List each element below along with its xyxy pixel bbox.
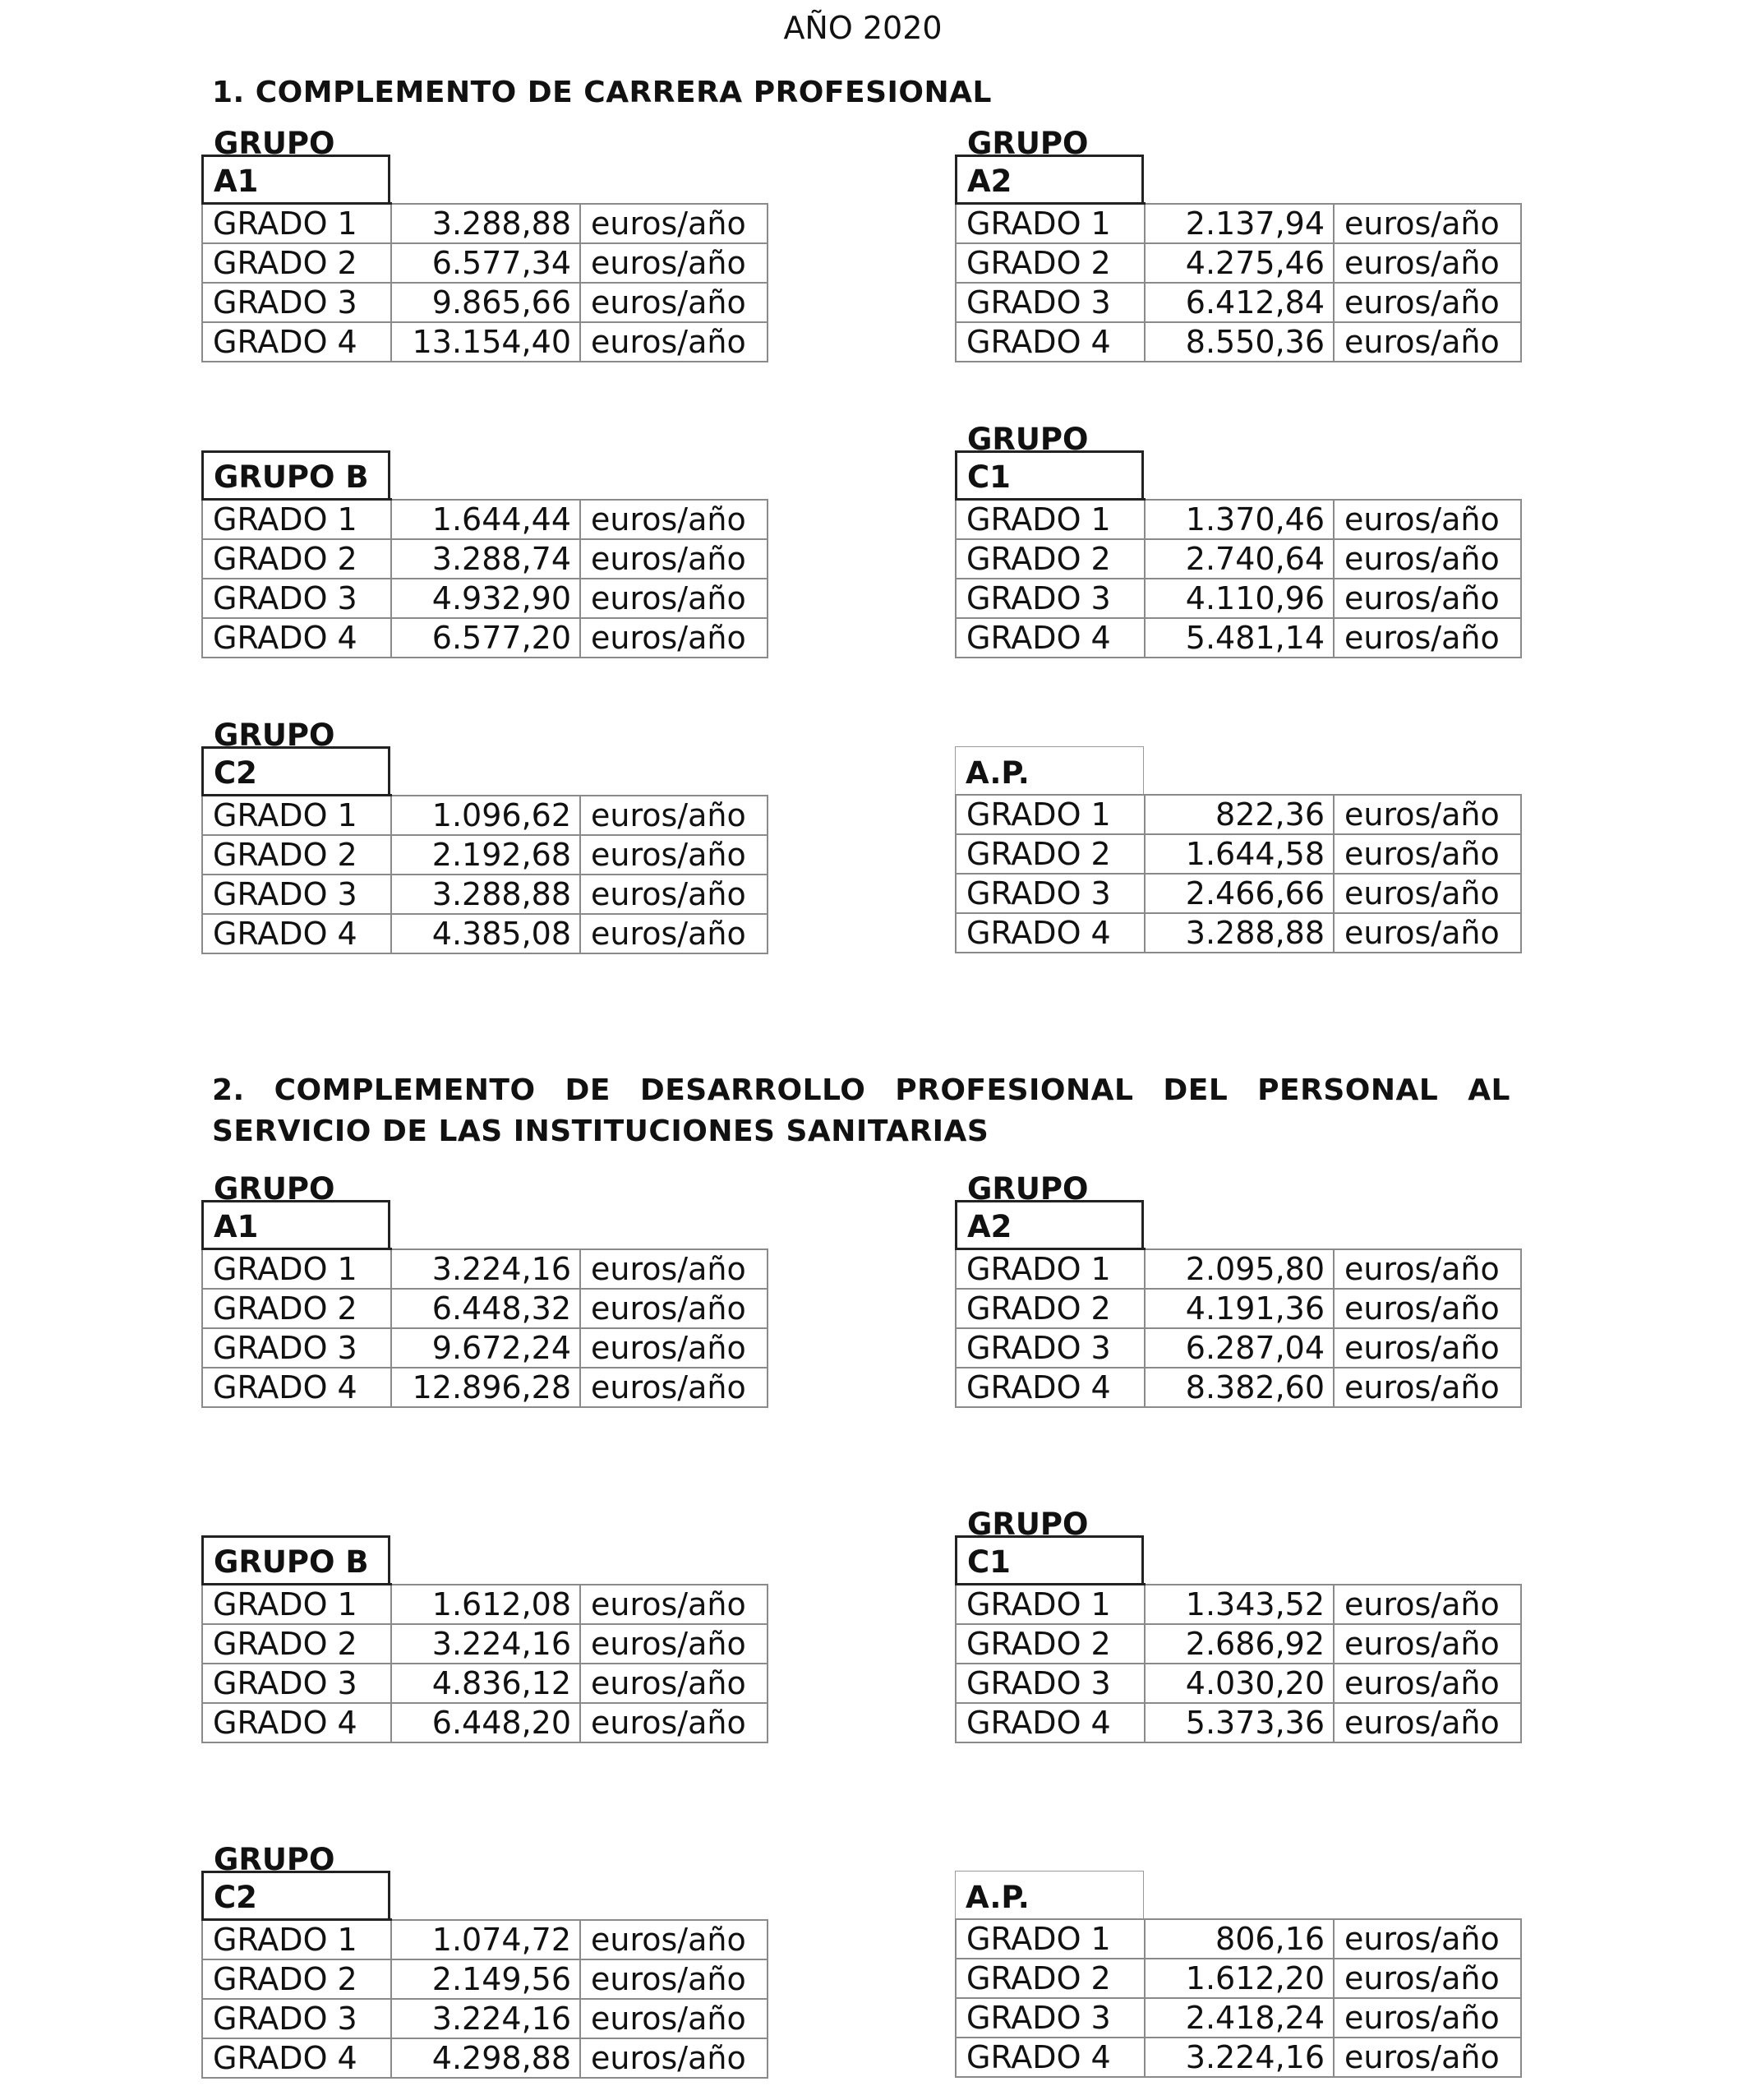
grado-table [955,1583,1522,1743]
group-header: GRUPO A1 [201,1200,390,1248]
amount-cell: 822,36 [1145,795,1334,834]
amount-cell: 1.370,46 [1145,500,1334,540]
table-row [202,243,768,283]
unit-cell: euros/año [580,1328,768,1368]
table-grupo-b-desarrollo [201,1535,768,1743]
unit-cell: euros/año [1334,913,1521,953]
grado-cell: GRADO 2 [202,1624,391,1664]
table-row [202,1368,768,1407]
grado-cell: GRADO 3 [202,1328,391,1368]
table-row [202,500,768,540]
amount-cell: 6.448,32 [391,1289,580,1328]
table-grupo-c2-desarrollo [201,1842,768,2079]
group-header: A.P. [955,1871,1144,1918]
unit-cell: euros/año [580,204,768,244]
unit-cell: euros/año [1334,539,1521,579]
table-row [202,875,768,914]
unit-cell: euros/año [1334,1368,1521,1407]
table-row [202,618,768,658]
table-row [202,835,768,875]
table-row [956,2038,1521,2077]
unit-cell: euros/año [1334,1328,1521,1368]
amount-cell: 2.418,24 [1145,1998,1334,2038]
unit-cell: euros/año [580,1920,768,1960]
grado-cell: GRADO 4 [956,1368,1145,1407]
unit-cell: euros/año [580,539,768,579]
grado-cell: GRADO 1 [956,1585,1145,1625]
group-header: GRUPO C2 [201,746,390,794]
grado-cell: GRADO 3 [956,874,1145,913]
table-row [202,1664,768,1703]
amount-cell: 3.288,88 [1145,913,1334,953]
table-row [956,1959,1521,1998]
grado-cell: GRADO 3 [202,283,391,322]
table-row [202,1328,768,1368]
unit-cell: euros/año [1334,500,1521,540]
grado-cell: GRADO 4 [956,2038,1145,2077]
grado-table [955,794,1522,953]
unit-cell: euros/año [1334,834,1521,874]
table-row [956,1585,1521,1625]
group-header: A.P. [955,746,1144,794]
table-row [202,579,768,618]
grado-cell: GRADO 2 [956,539,1145,579]
grado-cell: GRADO 4 [202,1703,391,1742]
amount-cell: 12.896,28 [391,1368,580,1407]
table-row [956,1249,1521,1290]
grado-table [955,1918,1522,2078]
table-row [202,1703,768,1742]
grado-cell: GRADO 3 [956,1664,1145,1703]
table-row [202,796,768,836]
table-row [202,322,768,362]
table-row [202,1249,768,1290]
amount-cell: 4.385,08 [391,914,580,953]
amount-cell: 1.612,20 [1145,1959,1334,1998]
grado-cell: GRADO 4 [202,322,391,362]
unit-cell: euros/año [1334,1249,1521,1290]
unit-cell: euros/año [580,835,768,875]
unit-cell: euros/año [580,1959,768,1999]
grado-cell: GRADO 3 [956,579,1145,618]
grado-cell: GRADO 1 [202,204,391,244]
grado-cell: GRADO 2 [202,539,391,579]
unit-cell: euros/año [1334,1703,1521,1742]
amount-cell: 2.686,92 [1145,1624,1334,1664]
unit-cell: euros/año [1334,204,1521,244]
table-grupo-a2-carrera [955,126,1522,362]
grado-cell: GRADO 1 [202,796,391,836]
unit-cell: euros/año [580,283,768,322]
section-1-title: 1. COMPLEMENTO DE CARRERA PROFESIONAL [212,76,992,109]
grado-table [955,202,1522,362]
table-row [956,243,1521,283]
amount-cell: 4.110,96 [1145,579,1334,618]
grado-cell: GRADO 2 [956,1624,1145,1664]
amount-cell: 4.932,90 [391,579,580,618]
amount-cell: 1.074,72 [391,1920,580,1960]
grado-cell: GRADO 4 [202,914,391,953]
table-row [956,1624,1521,1664]
amount-cell: 3.288,88 [391,875,580,914]
unit-cell: euros/año [1334,1585,1521,1625]
table-row [956,322,1521,362]
unit-cell: euros/año [580,1289,768,1328]
amount-cell: 1.644,58 [1145,834,1334,874]
grado-cell: GRADO 2 [202,243,391,283]
table-row [956,618,1521,658]
amount-cell: 4.275,46 [1145,243,1334,283]
unit-cell: euros/año [580,1703,768,1742]
table-row [202,1624,768,1664]
table-grupo-a2-desarrollo [955,1171,1522,1408]
grado-table [201,794,768,954]
amount-cell: 8.382,60 [1145,1368,1334,1407]
grado-cell: GRADO 2 [956,1289,1145,1328]
grado-cell: GRADO 1 [202,1920,391,1960]
grado-table [201,202,768,362]
amount-cell: 3.288,74 [391,539,580,579]
unit-cell: euros/año [1334,618,1521,658]
table-row [956,1289,1521,1328]
grado-cell: GRADO 4 [202,618,391,658]
amount-cell: 3.224,16 [1145,2038,1334,2077]
group-header: GRUPO C2 [201,1871,390,1918]
table-row [956,795,1521,834]
unit-cell: euros/año [580,796,768,836]
table-grupo-c2-carrera [201,718,768,954]
unit-cell: euros/año [1334,1664,1521,1703]
amount-cell: 5.373,36 [1145,1703,1334,1742]
grado-cell: GRADO 3 [956,283,1145,322]
grado-cell: GRADO 3 [202,1999,391,2038]
unit-cell: euros/año [580,875,768,914]
table-row [202,914,768,953]
grado-cell: GRADO 2 [202,1289,391,1328]
table-ap-carrera [955,746,1522,953]
table-row [202,1585,768,1625]
table-row [956,579,1521,618]
unit-cell: euros/año [580,500,768,540]
unit-cell: euros/año [1334,2038,1521,2077]
grado-cell: GRADO 2 [956,834,1145,874]
table-row [956,1919,1521,1959]
table-grupo-a1-carrera [201,126,768,362]
table-row [202,1289,768,1328]
grado-cell: GRADO 1 [956,795,1145,834]
page-year-title: AÑO 2020 [783,10,943,46]
table-row [956,500,1521,540]
unit-cell: euros/año [580,914,768,953]
unit-cell: euros/año [580,1999,768,2038]
unit-cell: euros/año [580,1624,768,1664]
group-header: GRUPO C1 [955,1535,1144,1583]
grado-cell: GRADO 1 [202,1249,391,1290]
unit-cell: euros/año [580,2038,768,2078]
amount-cell: 4.836,12 [391,1664,580,1703]
amount-cell: 1.644,44 [391,500,580,540]
table-row [956,1998,1521,2038]
table-row [956,204,1521,244]
grado-cell: GRADO 1 [202,500,391,540]
grado-cell: GRADO 1 [956,204,1145,244]
grado-table [201,1918,768,2079]
unit-cell: euros/año [1334,1998,1521,2038]
table-row [956,539,1521,579]
amount-cell: 6.287,04 [1145,1328,1334,1368]
section-2-title: 2. COMPLEMENTO DE DESARROLLO PROFESIONAL DEL PERSONAL AL SERVICIO DE LAS INSTITUCIONES SANITARIAS [212,1073,1510,1148]
table-grupo-a1-desarrollo [201,1171,768,1408]
unit-cell: euros/año [1334,1959,1521,1998]
grado-cell: GRADO 4 [202,1368,391,1407]
grado-cell: GRADO 4 [956,913,1145,953]
amount-cell: 2.137,94 [1145,204,1334,244]
table-row [202,2038,768,2078]
grado-cell: GRADO 3 [956,1328,1145,1368]
group-header: GRUPO A2 [955,155,1144,202]
amount-cell: 4.191,36 [1145,1289,1334,1328]
unit-cell: euros/año [580,1249,768,1290]
grado-cell: GRADO 1 [956,1919,1145,1959]
table-ap-desarrollo [955,1871,1522,2078]
amount-cell: 8.550,36 [1145,322,1334,362]
table-row [202,539,768,579]
table-row [202,1920,768,1960]
grado-cell: GRADO 2 [956,243,1145,283]
grado-cell: GRADO 2 [956,1959,1145,1998]
unit-cell: euros/año [580,1585,768,1625]
table-row [956,913,1521,953]
grado-table [955,498,1522,658]
grado-cell: GRADO 4 [956,322,1145,362]
unit-cell: euros/año [1334,283,1521,322]
unit-cell: euros/año [580,243,768,283]
table-row [956,1703,1521,1742]
table-row [202,204,768,244]
group-header: GRUPO C1 [955,450,1144,498]
table-grupo-b-carrera [201,450,768,658]
table-row [956,1368,1521,1407]
group-header: GRUPO B [201,450,390,498]
amount-cell: 1.343,52 [1145,1585,1334,1625]
grado-cell: GRADO 3 [202,579,391,618]
table-row [956,1664,1521,1703]
amount-cell: 3.224,16 [391,1999,580,2038]
amount-cell: 6.577,20 [391,618,580,658]
grado-cell: GRADO 4 [956,1703,1145,1742]
amount-cell: 2.095,80 [1145,1249,1334,1290]
table-grupo-c1-desarrollo [955,1507,1522,1743]
table-row [202,283,768,322]
grado-cell: GRADO 4 [956,618,1145,658]
amount-cell: 1.096,62 [391,796,580,836]
grado-cell: GRADO 1 [956,1249,1145,1290]
amount-cell: 2.740,64 [1145,539,1334,579]
table-row [956,1328,1521,1368]
grado-cell: GRADO 4 [202,2038,391,2078]
grado-cell: GRADO 2 [202,1959,391,1999]
amount-cell: 6.577,34 [391,243,580,283]
unit-cell: euros/año [1334,579,1521,618]
unit-cell: euros/año [1334,1919,1521,1959]
unit-cell: euros/año [580,1664,768,1703]
grado-table [201,1248,768,1408]
unit-cell: euros/año [1334,874,1521,913]
unit-cell: euros/año [580,322,768,362]
table-grupo-c1-carrera [955,422,1522,658]
table-row [956,874,1521,913]
unit-cell: euros/año [580,1368,768,1407]
table-row [956,834,1521,874]
table-row [956,283,1521,322]
table-row [202,1999,768,2038]
unit-cell: euros/año [1334,1289,1521,1328]
amount-cell: 5.481,14 [1145,618,1334,658]
grado-table [201,498,768,658]
grado-table [201,1583,768,1743]
amount-cell: 6.412,84 [1145,283,1334,322]
amount-cell: 2.466,66 [1145,874,1334,913]
amount-cell: 9.672,24 [391,1328,580,1368]
amount-cell: 2.149,56 [391,1959,580,1999]
unit-cell: euros/año [1334,322,1521,362]
amount-cell: 4.298,88 [391,2038,580,2078]
table-row [202,1959,768,1999]
grado-cell: GRADO 3 [202,1664,391,1703]
grado-cell: GRADO 3 [202,875,391,914]
amount-cell: 1.612,08 [391,1585,580,1625]
amount-cell: 3.288,88 [391,204,580,244]
amount-cell: 3.224,16 [391,1624,580,1664]
grado-cell: GRADO 2 [202,835,391,875]
group-header: GRUPO B [201,1535,390,1583]
grado-cell: GRADO 1 [202,1585,391,1625]
unit-cell: euros/año [1334,795,1521,834]
unit-cell: euros/año [1334,243,1521,283]
amount-cell: 6.448,20 [391,1703,580,1742]
grado-cell: GRADO 3 [956,1998,1145,2038]
amount-cell: 4.030,20 [1145,1664,1334,1703]
grado-table [955,1248,1522,1408]
unit-cell: euros/año [1334,1624,1521,1664]
group-header: GRUPO A1 [201,155,390,202]
amount-cell: 13.154,40 [391,322,580,362]
amount-cell: 3.224,16 [391,1249,580,1290]
group-header: GRUPO A2 [955,1200,1144,1248]
amount-cell: 806,16 [1145,1919,1334,1959]
unit-cell: euros/año [580,618,768,658]
amount-cell: 9.865,66 [391,283,580,322]
amount-cell: 2.192,68 [391,835,580,875]
grado-cell: GRADO 1 [956,500,1145,540]
unit-cell: euros/año [580,579,768,618]
